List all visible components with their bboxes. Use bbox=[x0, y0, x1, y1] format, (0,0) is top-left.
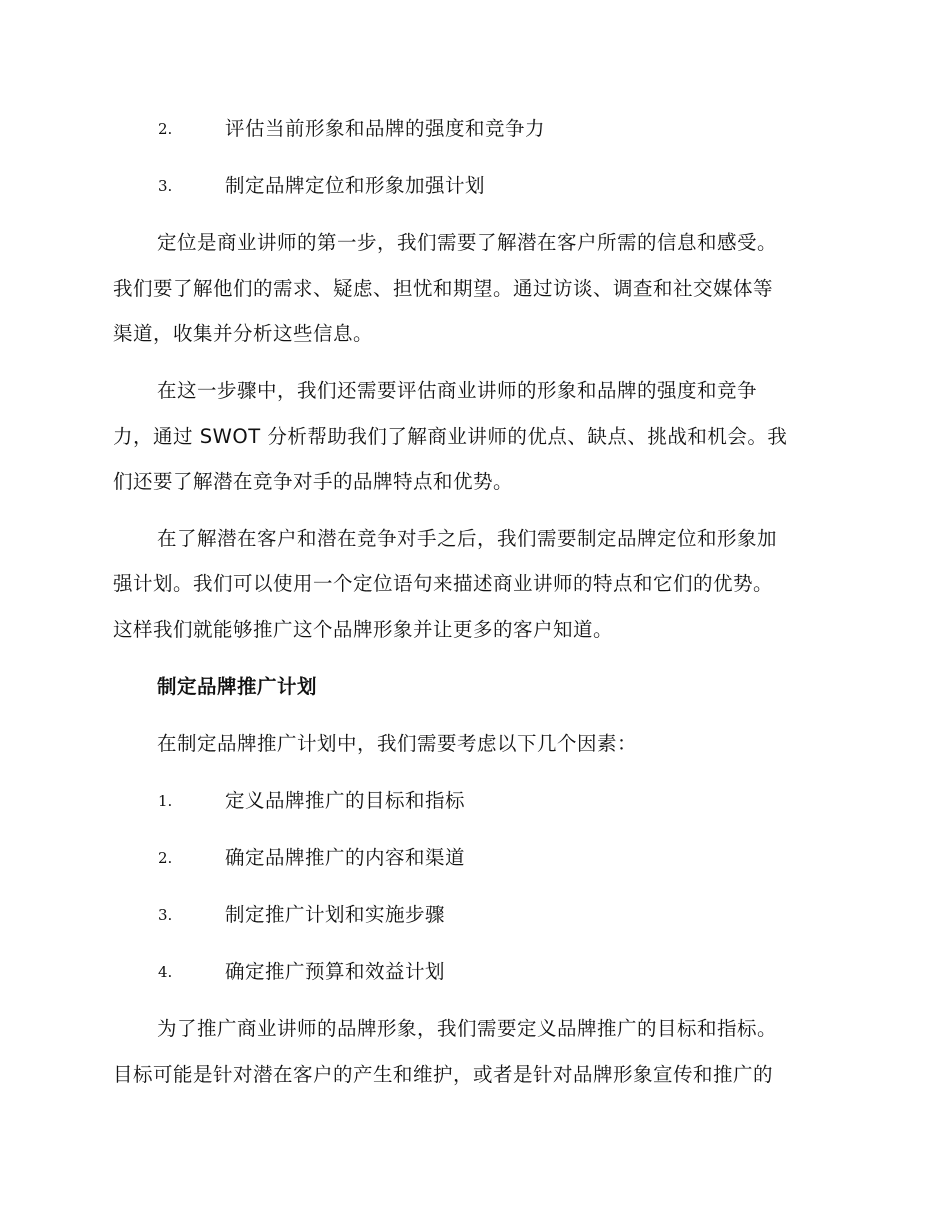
list-item-text: 制定品牌定位和形象加强计划 bbox=[225, 174, 486, 197]
paragraph-line: 目标可能是针对潜在客户的产生和维护，或者是针对品牌形象宣传和推广的 bbox=[113, 1063, 774, 1086]
paragraph-line: 在了解潜在客户和潜在竞争对手之后，我们需要制定品牌定位和形象加 bbox=[157, 527, 778, 550]
paragraph-line: 这样我们就能够推广这个品牌形象并让更多的客户知道。 bbox=[113, 618, 614, 641]
list-item-text: 定义品牌推广的目标和指标 bbox=[225, 789, 466, 812]
list-item-number: 3. bbox=[158, 177, 173, 195]
list-item-text: 确定推广预算和效益计划 bbox=[225, 960, 446, 983]
paragraph-line: 强计划。我们可以使用一个定位语句来描述商业讲师的特点和它们的优势。 bbox=[113, 572, 774, 595]
intro-line: 在制定品牌推广计划中，我们需要考虑以下几个因素： bbox=[157, 732, 638, 755]
paragraph-line: 定位是商业讲师的第一步，我们需要了解潜在客户所需的信息和感受。 bbox=[157, 231, 778, 254]
list-item-text: 评估当前形象和品牌的强度和竞争力 bbox=[225, 117, 546, 140]
paragraph-line: 们还要了解潜在竞争对手的品牌特点和优势。 bbox=[113, 470, 514, 493]
paragraph-line: 我们要了解他们的需求、疑虑、担忧和期望。通过访谈、调查和社交媒体等 bbox=[113, 277, 774, 300]
list-item-number: 4. bbox=[158, 963, 173, 981]
paragraph-line: 在这一步骤中，我们还需要评估商业讲师的形象和品牌的强度和竞争 bbox=[157, 379, 758, 402]
paragraph-line: 为了推广商业讲师的品牌形象，我们需要定义品牌推广的目标和指标。 bbox=[157, 1017, 778, 1040]
list-item-number: 3. bbox=[158, 906, 173, 924]
list-item-number: 1. bbox=[158, 792, 173, 810]
paragraph-line: 渠道，收集并分析这些信息。 bbox=[113, 322, 374, 345]
list-item-number: 2. bbox=[158, 849, 173, 867]
section-heading: 制定品牌推广计划 bbox=[157, 675, 318, 698]
paragraph-line: 力，通过 SWOT 分析帮助我们了解商业讲师的优点、缺点、挑战和机会。我 bbox=[113, 425, 788, 448]
list-item-text: 确定品牌推广的内容和渠道 bbox=[225, 846, 466, 869]
list-item-text: 制定推广计划和实施步骤 bbox=[225, 903, 446, 926]
list-item-number: 2. bbox=[158, 120, 173, 138]
